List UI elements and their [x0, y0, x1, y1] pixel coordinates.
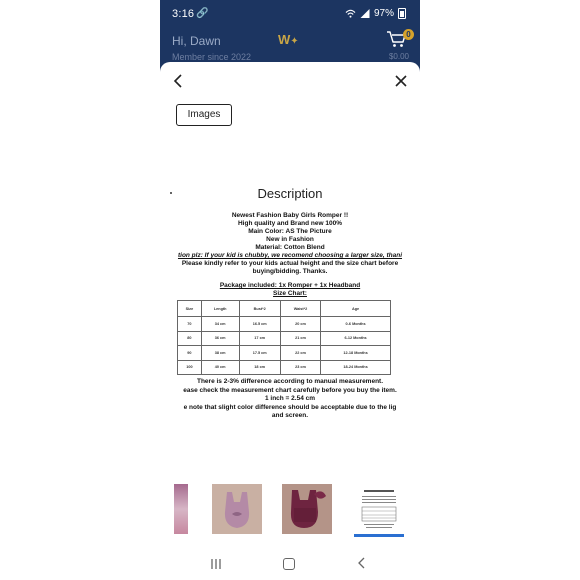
description-line: Main Color: AS The Picture: [248, 228, 332, 235]
battery-icon: [398, 8, 406, 19]
table-cell: 12-18 Months: [321, 346, 391, 361]
size-chart-label: Size Chart:: [273, 290, 307, 297]
description-line: tion plz: If your kid is chubby, we recomend choosing a larger size, thani: [177, 252, 403, 259]
table-cell: 80: [178, 331, 202, 346]
image-thumbnails: [160, 484, 420, 546]
table-cell: 21 cm: [280, 331, 320, 346]
home-icon[interactable]: [283, 558, 295, 570]
brand-logo[interactable]: [278, 32, 304, 52]
table-cell: 34 cm: [201, 317, 239, 332]
cart-total: $0.00: [388, 52, 409, 61]
recents-icon[interactable]: [210, 559, 222, 569]
table-header: Length: [201, 301, 239, 317]
wifi-icon: [345, 9, 356, 18]
description-line: Newest Fashion Baby Girls Romper !!: [231, 212, 349, 219]
size-chart-table: [177, 300, 391, 375]
romper-image: [282, 484, 332, 534]
member-since: Member since 2022: [172, 52, 252, 62]
status-indicators: [345, 8, 406, 19]
images-button[interactable]: Images: [176, 104, 232, 126]
table-cell: 20 cm: [280, 317, 320, 332]
table-row: [178, 317, 391, 332]
greeting: Hi, Dawn: [172, 34, 221, 48]
table-row: [178, 360, 391, 375]
note-line: ease check the measurement chart carefully before you buy the item.: [183, 386, 397, 394]
description-body: [160, 212, 420, 276]
product-description-sheet: [160, 62, 420, 542]
description-line: Please kindly refer to your kids actual height and the size chart before: [181, 260, 399, 267]
close-icon[interactable]: [394, 74, 408, 88]
table-cell: 22 cm: [280, 346, 320, 361]
description-line: High quality and Brand new 100%: [237, 220, 343, 227]
table-cell: 6-12 Months: [321, 331, 391, 346]
table-row: [178, 331, 391, 346]
romper-image: [212, 484, 262, 534]
table-cell: 38 cm: [201, 346, 239, 361]
table-header: Bust*2: [239, 301, 280, 317]
link-icon: 🔗: [196, 8, 209, 19]
note-line: and screen.: [271, 412, 309, 419]
package-info: [160, 282, 420, 298]
cart-count-badge: 0: [403, 29, 414, 40]
table-cell: 40 cm: [201, 360, 239, 375]
signal-icon: [360, 9, 370, 18]
description-line: buying/bidding. Thanks.: [252, 268, 328, 275]
measurement-notes: [160, 378, 420, 421]
table-header: Age: [321, 301, 391, 317]
table-header: Size: [178, 301, 202, 317]
phone-screen: [160, 0, 420, 580]
battery-percent: 97%: [373, 8, 394, 19]
back-icon[interactable]: [357, 557, 365, 569]
table-cell: 16.5 cm: [239, 317, 280, 332]
table-cell: 17 cm: [239, 331, 280, 346]
description-line: New in Fashion: [266, 236, 314, 243]
description-line: Material: Cotton Blend: [255, 244, 325, 251]
thumbnail-image[interactable]: [212, 484, 262, 534]
thumbnail-image[interactable]: [174, 484, 188, 534]
thumbnail-image[interactable]: [282, 484, 332, 534]
table-header-row: [178, 301, 391, 317]
thumbnail-image-selected[interactable]: [354, 484, 404, 537]
note-line: There is 2-3% difference according to manual measurement.: [196, 378, 384, 385]
note-line: 1 inch = 2.54 cm: [264, 395, 316, 402]
android-nav-bar: [160, 546, 420, 580]
table-cell: 90: [178, 346, 202, 361]
table-cell: 17.5 cm: [239, 346, 280, 361]
table-cell: 18 cm: [239, 360, 280, 375]
chevron-left-icon[interactable]: [172, 74, 186, 88]
description-title: Description: [257, 186, 323, 201]
table-cell: 36 cm: [201, 331, 239, 346]
table-cell: 23 cm: [280, 360, 320, 375]
package-included: Package included: 1x Romper + 1x Headband: [219, 282, 361, 289]
table-cell: 70: [178, 317, 202, 332]
sparkle-icon: ✦: [290, 36, 299, 47]
table-cell: 0-6 Months: [321, 317, 391, 332]
table-row: [178, 346, 391, 361]
table-cell: 100: [178, 360, 202, 375]
note-line: e note that slight color difference should be acceptable due to the lig: [183, 403, 397, 411]
table-cell: 18-24 Months: [321, 360, 391, 375]
status-time: 3:16: [172, 8, 195, 20]
table-header: Waist*2: [280, 301, 320, 317]
size-chart-thumbnail: [354, 484, 404, 534]
logo-letter: W: [278, 32, 291, 47]
